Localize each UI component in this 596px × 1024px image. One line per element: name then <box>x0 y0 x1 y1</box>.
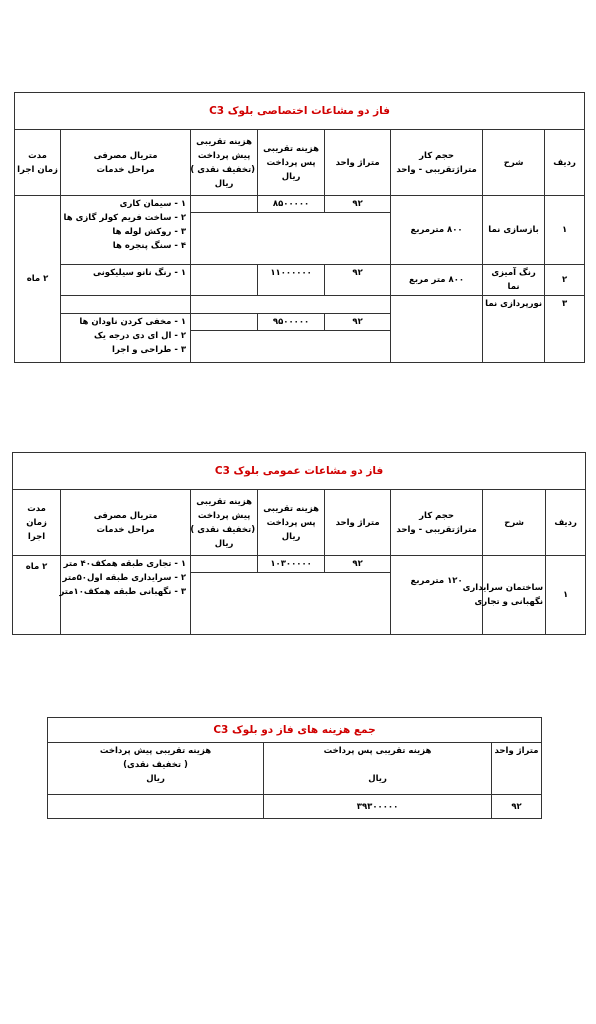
private-common-areas-table <box>14 92 585 363</box>
row-description: نورپردازی نما <box>483 296 545 363</box>
header-work-volume: حجم کار متراژتقریبی - واحد <box>391 130 483 196</box>
row-number: ۳ <box>545 296 585 363</box>
phase-two-total-table <box>47 717 542 819</box>
header-post-payment-cost: هزینه تقریبی پس پرداخت ریال <box>258 130 325 196</box>
header-unit-area: متراژ واحد <box>325 130 391 196</box>
row-work-volume <box>391 296 483 363</box>
empty-cost-cell <box>191 213 391 225</box>
row-services: ۱ - مخفی کردن ناودان ها ۲ - ال ای دی درجه یک ۳ - طراحی و اجرا <box>61 314 191 363</box>
row-unit-area: ۹۲ <box>325 196 391 213</box>
row-post-payment-cost: ۱۰۳۰۰۰۰۰ <box>258 556 325 573</box>
table-title: فاز دو مشاعات اختصاصی بلوک C3 <box>15 93 585 130</box>
header-row-number: ردیف <box>546 490 586 556</box>
header-pre-payment-cost: هزینه تقریبی پیش پرداخت (تخفیف نقدی ) ریال <box>191 490 258 556</box>
row-post-payment-cost: ۹۵۰۰۰۰۰ <box>258 314 325 331</box>
row-description: رنگ آمیزی نما <box>483 265 545 296</box>
header-description: شرح <box>483 490 546 556</box>
row-unit-area: ۹۲ <box>325 314 391 331</box>
row-pre-payment-cost <box>191 265 258 296</box>
row-work-volume: ۸۰۰ مترمربع <box>391 196 483 265</box>
total-pre-payment-cost <box>48 795 264 819</box>
total-unit-area: ۹۲ <box>492 795 542 819</box>
header-duration: مدت زمان اجرا <box>13 490 61 556</box>
row-services: ۱ - تجاری طبقه همکف۴۰ متر ۲ - سرایداری طبقه اول۵۰متر ۳ - نگهبانی طبقه همکف۱۰متر <box>61 556 191 635</box>
row-unit-area: ۹۲ <box>325 556 391 573</box>
header-services: متریال مصرفی مراحل خدمات <box>61 490 191 556</box>
duration-cell: ۲ ماه <box>15 196 61 363</box>
row-post-payment-cost: ۱۱۰۰۰۰۰۰ <box>258 265 325 296</box>
spacer-cell <box>61 296 191 314</box>
row-description: بازسازی نما <box>483 196 545 265</box>
header-post-payment-cost: هزینه تقریبی پس پرداخت ریال <box>258 490 325 556</box>
header-unit-area: متراژ واحد <box>325 490 391 556</box>
row-number: ۲ <box>545 265 585 296</box>
table-title: فاز دو مشاعات عمومی بلوک C3 <box>13 453 586 490</box>
row-work-volume: ۱۲۰ مترمربع <box>391 556 483 635</box>
empty-cost-cell <box>191 331 391 363</box>
table-title: جمع هزینه های فاز دو بلوک C3 <box>48 718 542 743</box>
empty-cost-cell <box>191 573 391 635</box>
row-pre-payment-cost <box>191 556 258 573</box>
row-unit-area: ۹۲ <box>325 265 391 296</box>
row-pre-payment-cost <box>191 314 258 331</box>
header-unit-area: متراژ واحد <box>492 743 542 795</box>
header-row-number: ردیف <box>545 130 585 196</box>
header-work-volume: حجم کار متراژتقریبی - واحد <box>391 490 483 556</box>
header-post-payment-cost: هزینه تقریبی پس پرداخت ریال <box>264 743 492 795</box>
row-description: ساختمان سرایداری نگهبانی و تجاری <box>483 556 546 635</box>
row-services: ۱ - رنگ نانو سیلیکونی <box>61 265 191 296</box>
total-post-payment-cost: ۳۹۳۰۰۰۰۰ <box>264 795 492 819</box>
row-number: ۱ <box>545 196 585 265</box>
header-duration: مدت زمان اجرا <box>15 130 61 196</box>
row-work-volume: ۸۰۰ متر مربع <box>391 265 483 296</box>
duration-cell: ۲ ماه <box>13 556 61 635</box>
row-number: ۱ <box>546 556 586 635</box>
header-pre-payment-cost: هزینه تقریبی پیش پرداخت ( تخفیف نقدی) ریال <box>48 743 264 795</box>
row-services: ۱ - سیمان کاری ۲ - ساخت فریم کولر گازی ها ۳ - روکش لوله ها ۴ - سنگ پنجره ها <box>61 196 191 265</box>
spacer-cell <box>191 296 391 314</box>
header-services: متریال مصرفی مراحل خدمات <box>61 130 191 196</box>
row-pre-payment-cost <box>191 196 258 213</box>
public-common-areas-table <box>12 452 586 635</box>
row-post-payment-cost: ۸۵۰۰۰۰۰ <box>258 196 325 213</box>
header-pre-payment-cost: هزینه تقریبی پیش پرداخت (تخفیف نقدی ) ریال <box>191 130 258 196</box>
empty-cost-cell <box>191 225 391 265</box>
header-description: شرح <box>483 130 545 196</box>
